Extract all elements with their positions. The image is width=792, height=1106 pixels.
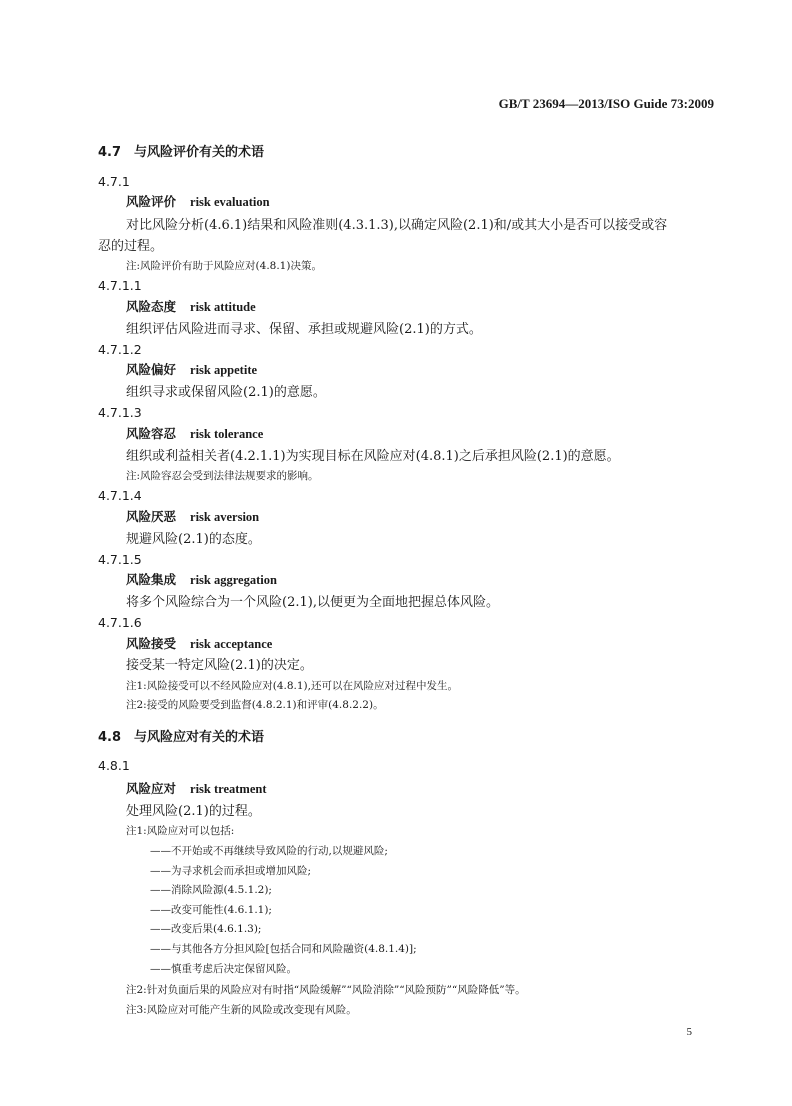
definition-text: 组织寻求或保留风险(2.1)的意愿。 (126, 385, 326, 400)
term-title (126, 301, 256, 314)
term-zh: 风险集成 (126, 572, 177, 587)
clause-number: 4.7.1.3 (98, 405, 142, 420)
term-en: risk tolerance (190, 427, 264, 441)
definition-text: 接受某一特定风险(2.1)的决定。 (126, 658, 313, 673)
note-text: 注:风险容忍会受到法律法规要求的影响。 (126, 470, 319, 482)
note-text: 注1:风险应对可以包括: (126, 825, 235, 837)
list-item: ——改变后果(4.6.1.3); (150, 923, 262, 935)
definition-text: 组织评估风险进而寻求、保留、承担或规避风险(2.1)的方式。 (126, 322, 482, 337)
term-zh: 风险偏好 (126, 362, 177, 377)
term-zh: 风险容忍 (126, 426, 177, 441)
term-title (126, 196, 270, 209)
definition-text: 组织或利益相关者(4.2.1.1)为实现目标在风险应对(4.8.1)之后承担风险(2.1)的意愿。 (126, 449, 620, 464)
note-text: 注1:风险接受可以不经风险应对(4.8.1),还可以在风险应对过程中发生。 (126, 680, 458, 692)
definition-text: 对比风险分析(4.6.1)结果和风险准则(4.3.1.3),以确定风险(2.1)和/或其大小是否可以接受或容 (126, 218, 668, 233)
document-header: GB/T 23694—2013/ISO Guide 73:2009 (498, 96, 714, 111)
term-en: risk attitude (190, 300, 256, 314)
list-item: ——消除风险源(4.5.1.2); (150, 884, 272, 896)
definition-text: 忍的过程。 (98, 239, 164, 254)
term-zh: 风险接受 (126, 636, 177, 651)
term-en: risk acceptance (190, 637, 273, 651)
clause-number: 4.7.1.1 (98, 278, 142, 293)
term-title (126, 364, 257, 377)
term-en: risk evaluation (190, 195, 270, 209)
term-title (126, 783, 267, 796)
term-zh: 风险厌恶 (126, 509, 177, 524)
note-text: 注2:针对负面后果的风险应对有时指“风险缓解”“风险消除”“风险预防”“风险降低”等。 (126, 984, 526, 996)
term-en: risk appetite (190, 363, 258, 377)
clause-number: 4.7.1.5 (98, 552, 142, 567)
term-title (126, 638, 272, 651)
clause-number: 4.7.1.4 (98, 488, 142, 503)
list-item: ——与其他各方分担风险[包括合同和风险融资(4.8.1.4)]; (150, 943, 417, 955)
list-item: ——为寻求机会而承担或增加风险; (150, 865, 312, 877)
section-heading-4-8: 4.8 与风险应对有关的术语 (98, 730, 265, 745)
term-title (126, 428, 263, 441)
note-text: 注:风险评价有助于风险应对(4.8.1)决策。 (126, 260, 322, 272)
term-zh: 风险态度 (126, 299, 177, 314)
list-item: ——不开始或不再继续导致风险的行动,以规避风险; (150, 845, 388, 857)
clause-number: 4.7.1.6 (98, 615, 142, 630)
note-text: 注3:风险应对可能产生新的风险或改变现有风险。 (126, 1004, 357, 1016)
term-zh: 风险应对 (126, 781, 177, 796)
list-item: ——改变可能性(4.6.1.1); (150, 904, 272, 916)
definition-text: 处理风险(2.1)的过程。 (126, 804, 261, 819)
term-title (126, 574, 277, 587)
clause-number: 4.8.1 (98, 758, 130, 773)
page-number: 5 (686, 1026, 692, 1038)
term-title (126, 511, 259, 524)
definition-text: 规避风险(2.1)的态度。 (126, 532, 261, 547)
term-en: risk treatment (190, 782, 267, 796)
section-heading-4-7: 4.7 与风险评价有关的术语 (98, 145, 265, 160)
list-item: ——慎重考虑后决定保留风险。 (150, 963, 297, 975)
note-text: 注2:接受的风险要受到监督(4.8.2.1)和评审(4.8.2.2)。 (126, 699, 384, 711)
clause-number: 4.7.1.2 (98, 342, 142, 357)
term-en: risk aggregation (190, 573, 277, 587)
term-zh: 风险评价 (126, 194, 177, 209)
definition-text: 将多个风险综合为一个风险(2.1),以便更为全面地把握总体风险。 (126, 595, 499, 610)
term-en: risk aversion (190, 510, 260, 524)
clause-number: 4.7.1 (98, 174, 130, 189)
